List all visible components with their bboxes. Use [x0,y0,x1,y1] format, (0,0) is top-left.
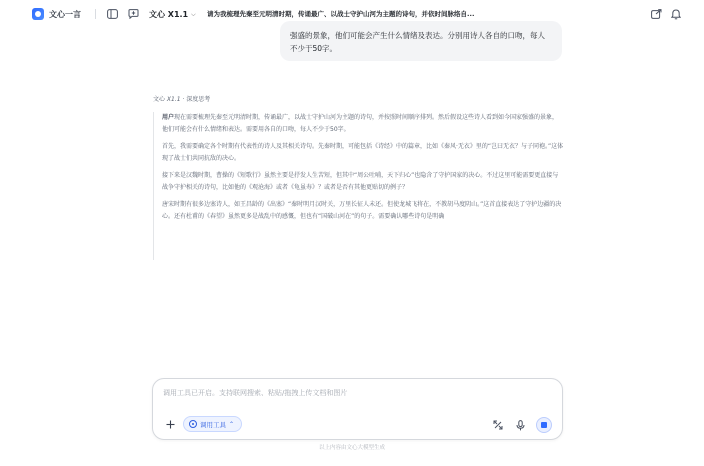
header-divider [95,9,96,19]
chevron-down-icon: ⌵ [191,10,196,18]
composer-actions [492,417,552,433]
notification-bell-icon[interactable] [670,8,682,20]
thinking-text: 现在需要梳理先秦至元明清时期，传诵最广，以战士守护山河为主题的诗句，并按照时间顺序排列。然后假设这些诗人看到如今国家强盛的景象，他们可能会有什么情绪和表达。需要用各自的口吻，每人不少于50字。 [162,114,559,133]
thinking-label-prefix: 文心 [153,96,167,103]
message-composer[interactable] [152,378,563,440]
thinking-paragraph [162,112,564,135]
share-icon[interactable] [650,8,662,20]
tool-toggle-label: 调用工具 [200,420,226,429]
conversation-title: 请为我梳理先秦至元明清时期，传诵最广、以战士守护山河为主题的诗句，并依时间脉络自... [207,10,475,18]
tool-toggle-button[interactable] [183,416,242,432]
logo-text: 文心一言 [49,9,81,19]
chevron-up-icon: ⌃ [229,420,235,428]
thinking-text: 首先，我需要确定各个时期有代表性的诗人及其相关诗句。先秦时期，可能包括《诗经》中的篇章，比如《秦风·无衣》里的“岂曰无衣？与子同袍。”这体现了战士们共同抗敌的决心。 [162,143,564,162]
thinking-label-model: X1.1 [166,96,181,103]
stop-generation-button[interactable] [536,417,552,433]
thinking-label-suffix: · 深度思考 [180,96,211,103]
thinking-content [162,112,564,228]
plus-icon[interactable] [163,417,177,431]
thinking-paragraph [162,170,564,193]
thinking-divider [153,112,154,260]
microphone-icon[interactable] [514,419,526,431]
new-chat-icon[interactable] [127,8,139,20]
thinking-text: 唐宋时期有很多边塞诗人，如王昌龄的《出塞》“秦时明月汉时关，万里长征人未还。但使龙城飞将在，不教胡马度阴山。”这首直接表达了守护边疆的决心。还有杜甫的《春望》虽然更多是战乱中的感慨，但也有“国破山河在”的句子。需要确认哪些诗句是明确 [162,201,562,220]
user-message-bubble [280,21,562,61]
disclaimer-footer: 以上内容由文心大模型生成 [318,445,385,451]
model-selector[interactable] [149,9,196,20]
model-name: 文心 X1.1 [149,10,189,19]
logo-icon [32,8,44,20]
user-message-text: 强盛的景象，他们可能会产生什么情绪及表达。分别用诗人各自的口吻，每人不少于50字。 [290,31,545,53]
composer-placeholder[interactable]: 调用工具已开启。支持联网搜索、粘贴/拖拽上传文档和图片 [163,389,348,397]
thinking-paragraph [162,199,564,222]
sidebar-toggle-icon[interactable] [106,8,118,20]
thinking-paragraph [162,141,564,164]
stop-icon [541,422,547,428]
logo[interactable] [32,8,81,20]
thinking-lead: 用户 [162,114,175,121]
thinking-text: 接下来是汉魏时期，曹操的《短歌行》虽然主要是抒发人生苦短，但其中“周公吐哺，天下归心”也隐含了守护国家的决心。不过这里可能需要更直接与战争守护相关的诗句，比如他的《观沧海》或者《龟虽寿》？或者是否有其他更贴切的例子？ [162,172,559,191]
expand-icon[interactable] [492,419,504,431]
tool-icon [189,420,197,428]
thinking-label[interactable] [153,94,210,103]
